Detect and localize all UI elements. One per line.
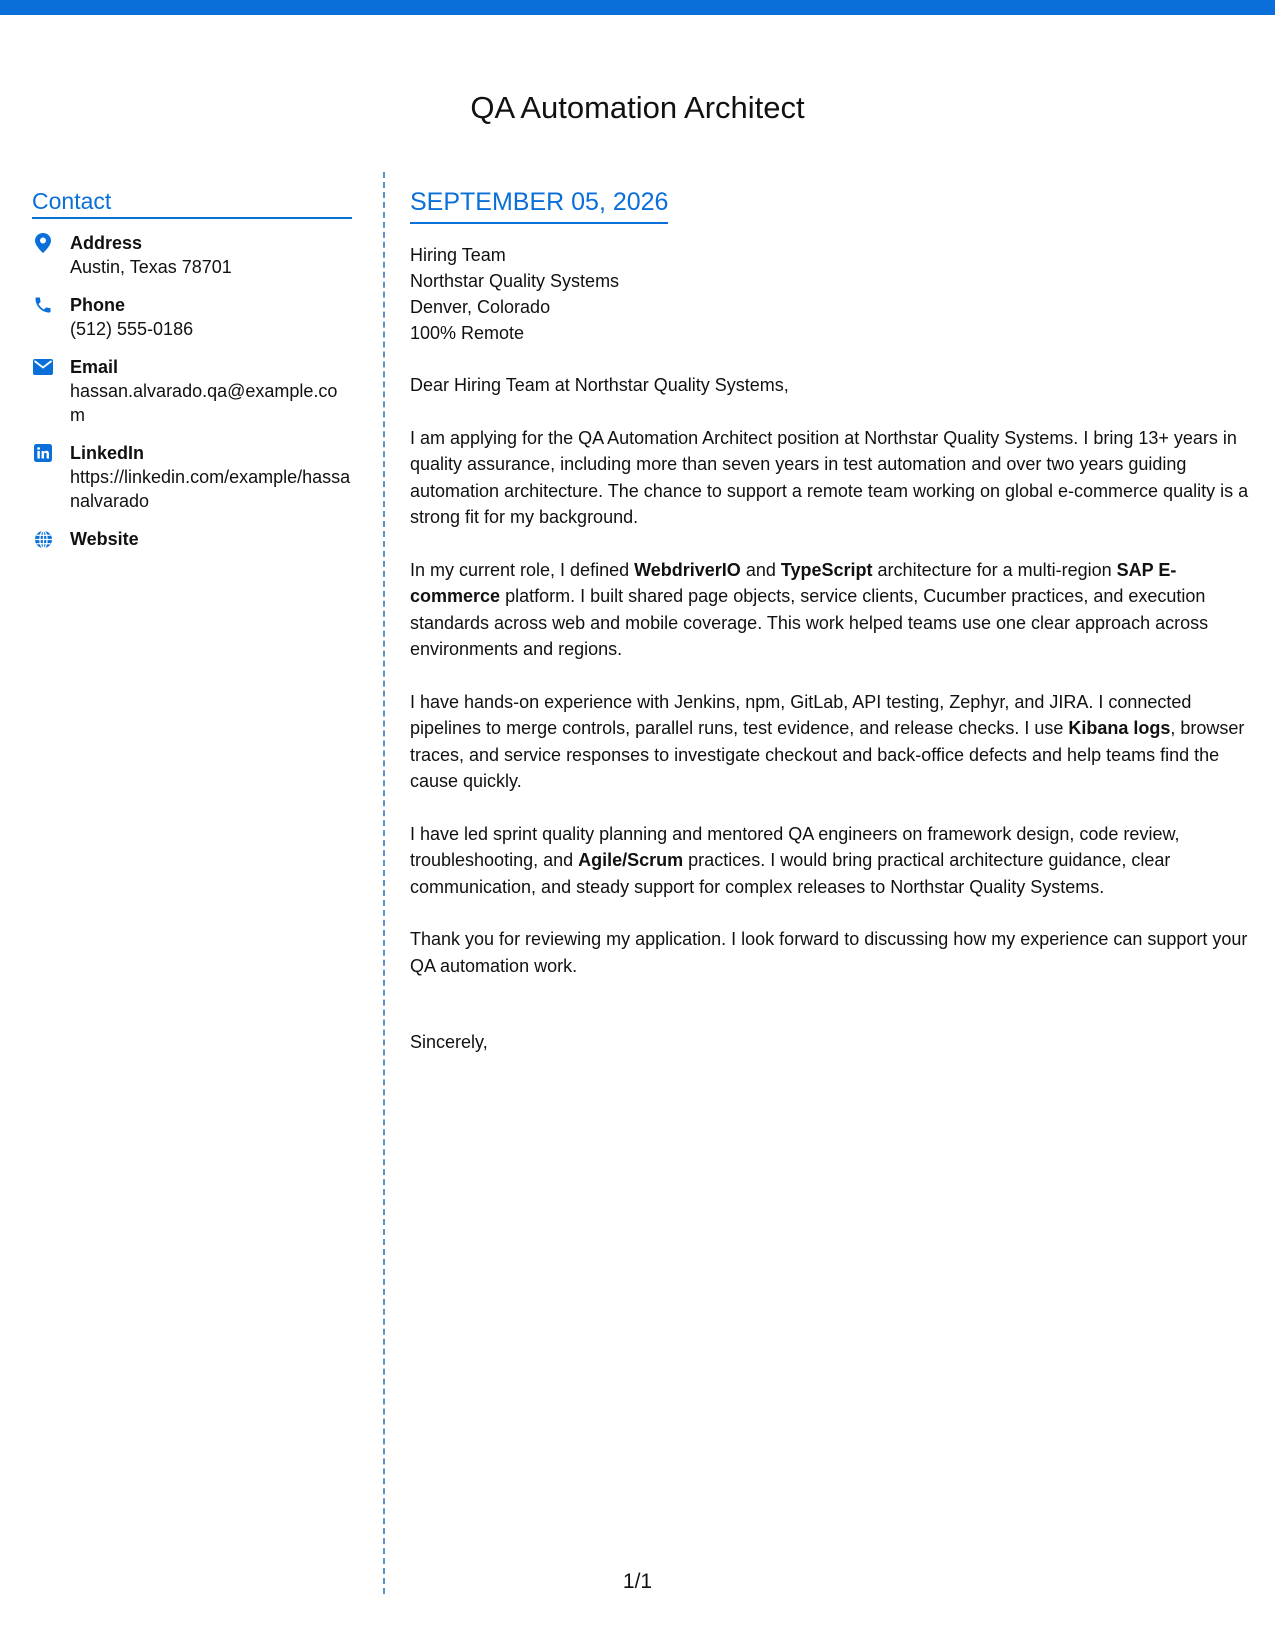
- emphasis-text: Kibana logs: [1068, 718, 1171, 738]
- recipient-block: [410, 242, 1250, 346]
- recipient-line: Denver, Colorado: [410, 297, 551, 317]
- address-value: Austin, Texas 78701: [70, 257, 232, 277]
- phone-icon: [32, 294, 54, 316]
- contact-item-phone: [32, 293, 352, 341]
- recipient-line: Northstar Quality Systems: [410, 271, 620, 291]
- contact-sidebar: [32, 188, 352, 565]
- email-value[interactable]: hassan.alvarado.qa@example.com: [70, 381, 338, 425]
- paragraph-text: In my current role, I defined: [410, 559, 635, 580]
- paragraph-text: Thank you for reviewing my application. I look forward to discussing how my experience can support your QA automation work.: [410, 929, 1248, 976]
- recipient-line: 100% Remote: [410, 323, 525, 343]
- recipient-line: Hiring Team: [410, 245, 506, 265]
- contact-item-address: [32, 231, 352, 279]
- body-paragraph: [410, 689, 1250, 795]
- emphasis-text: WebdriverIO: [634, 559, 741, 580]
- body-paragraph: [410, 821, 1250, 901]
- body-paragraph: [410, 425, 1250, 531]
- page-number: 1/1: [622, 1570, 653, 1593]
- letter-date: SEPTEMBER 05, 2026: [410, 188, 668, 224]
- location-pin-icon: [32, 232, 54, 254]
- paragraph-text: practices. I would bring practical architecture guidance, clear communication, and steady support for complex releases to Northstar Quality Systems.: [410, 850, 1171, 897]
- paragraph-text: I have hands-on experience with Jenkins, npm, GitLab, API testing, Zephyr, and JIRA. I connected pipelines to merge controls, parallel runs, test evidence, and release checks. I use: [410, 691, 1192, 738]
- emphasis-text: SAP E-commerce: [410, 559, 1177, 606]
- phone-value: (512) 555-0186: [70, 319, 194, 339]
- paragraph-text: platform. I built shared page objects, service clients, Cucumber practices, and execution standards across web and mobile coverage. This work helped teams use one clear approach across environments and regions.: [410, 586, 1209, 659]
- phone-label: Phone: [70, 295, 126, 315]
- contact-item-linkedin: [32, 441, 352, 513]
- emphasis-text: TypeScript: [780, 559, 873, 580]
- closing: Sincerely,: [410, 1032, 488, 1052]
- body-paragraph: [410, 557, 1250, 663]
- globe-icon: [32, 528, 54, 550]
- column-divider: [383, 172, 385, 1594]
- address-label: Address: [70, 233, 143, 253]
- contact-item-email: [32, 355, 352, 427]
- top-accent-bar: [0, 0, 1275, 15]
- letter-paragraphs: [410, 425, 1250, 980]
- document-title: QA Automation Architect: [470, 90, 805, 125]
- salutation: Dear Hiring Team at Northstar Quality Systems,: [410, 375, 789, 395]
- letter-body: [410, 188, 1250, 1055]
- paragraph-text: I have led sprint quality planning and mentored QA engineers on framework design, code review, troubleshooting, and: [410, 823, 1180, 870]
- envelope-icon: [32, 356, 54, 378]
- contact-heading: Contact: [32, 188, 352, 219]
- email-label: Email: [70, 357, 119, 377]
- paragraph-text: architecture for a multi-region: [872, 559, 1117, 580]
- paragraph-text: and: [740, 559, 781, 580]
- linkedin-icon: [32, 442, 54, 464]
- linkedin-label: LinkedIn: [70, 443, 145, 463]
- linkedin-value[interactable]: https://linkedin.com/example/hassanalvarado: [70, 467, 351, 511]
- paragraph-text: , browser traces, and service responses to investigate checkout and back-office defects and help teams find the cause quickly.: [410, 718, 1245, 791]
- body-paragraph: [410, 926, 1250, 979]
- emphasis-text: Agile/Scrum: [578, 850, 684, 870]
- website-label: Website: [70, 529, 139, 549]
- paragraph-text: I am applying for the QA Automation Architect position at Northstar Quality Systems. I bring 13+ years in quality assurance, including more than seven years in test automation and over two years guiding automation architecture. The chance to support a remote team working on global e-commerce quality is a strong fit for my background.: [410, 427, 1249, 527]
- contact-item-website: [32, 527, 352, 551]
